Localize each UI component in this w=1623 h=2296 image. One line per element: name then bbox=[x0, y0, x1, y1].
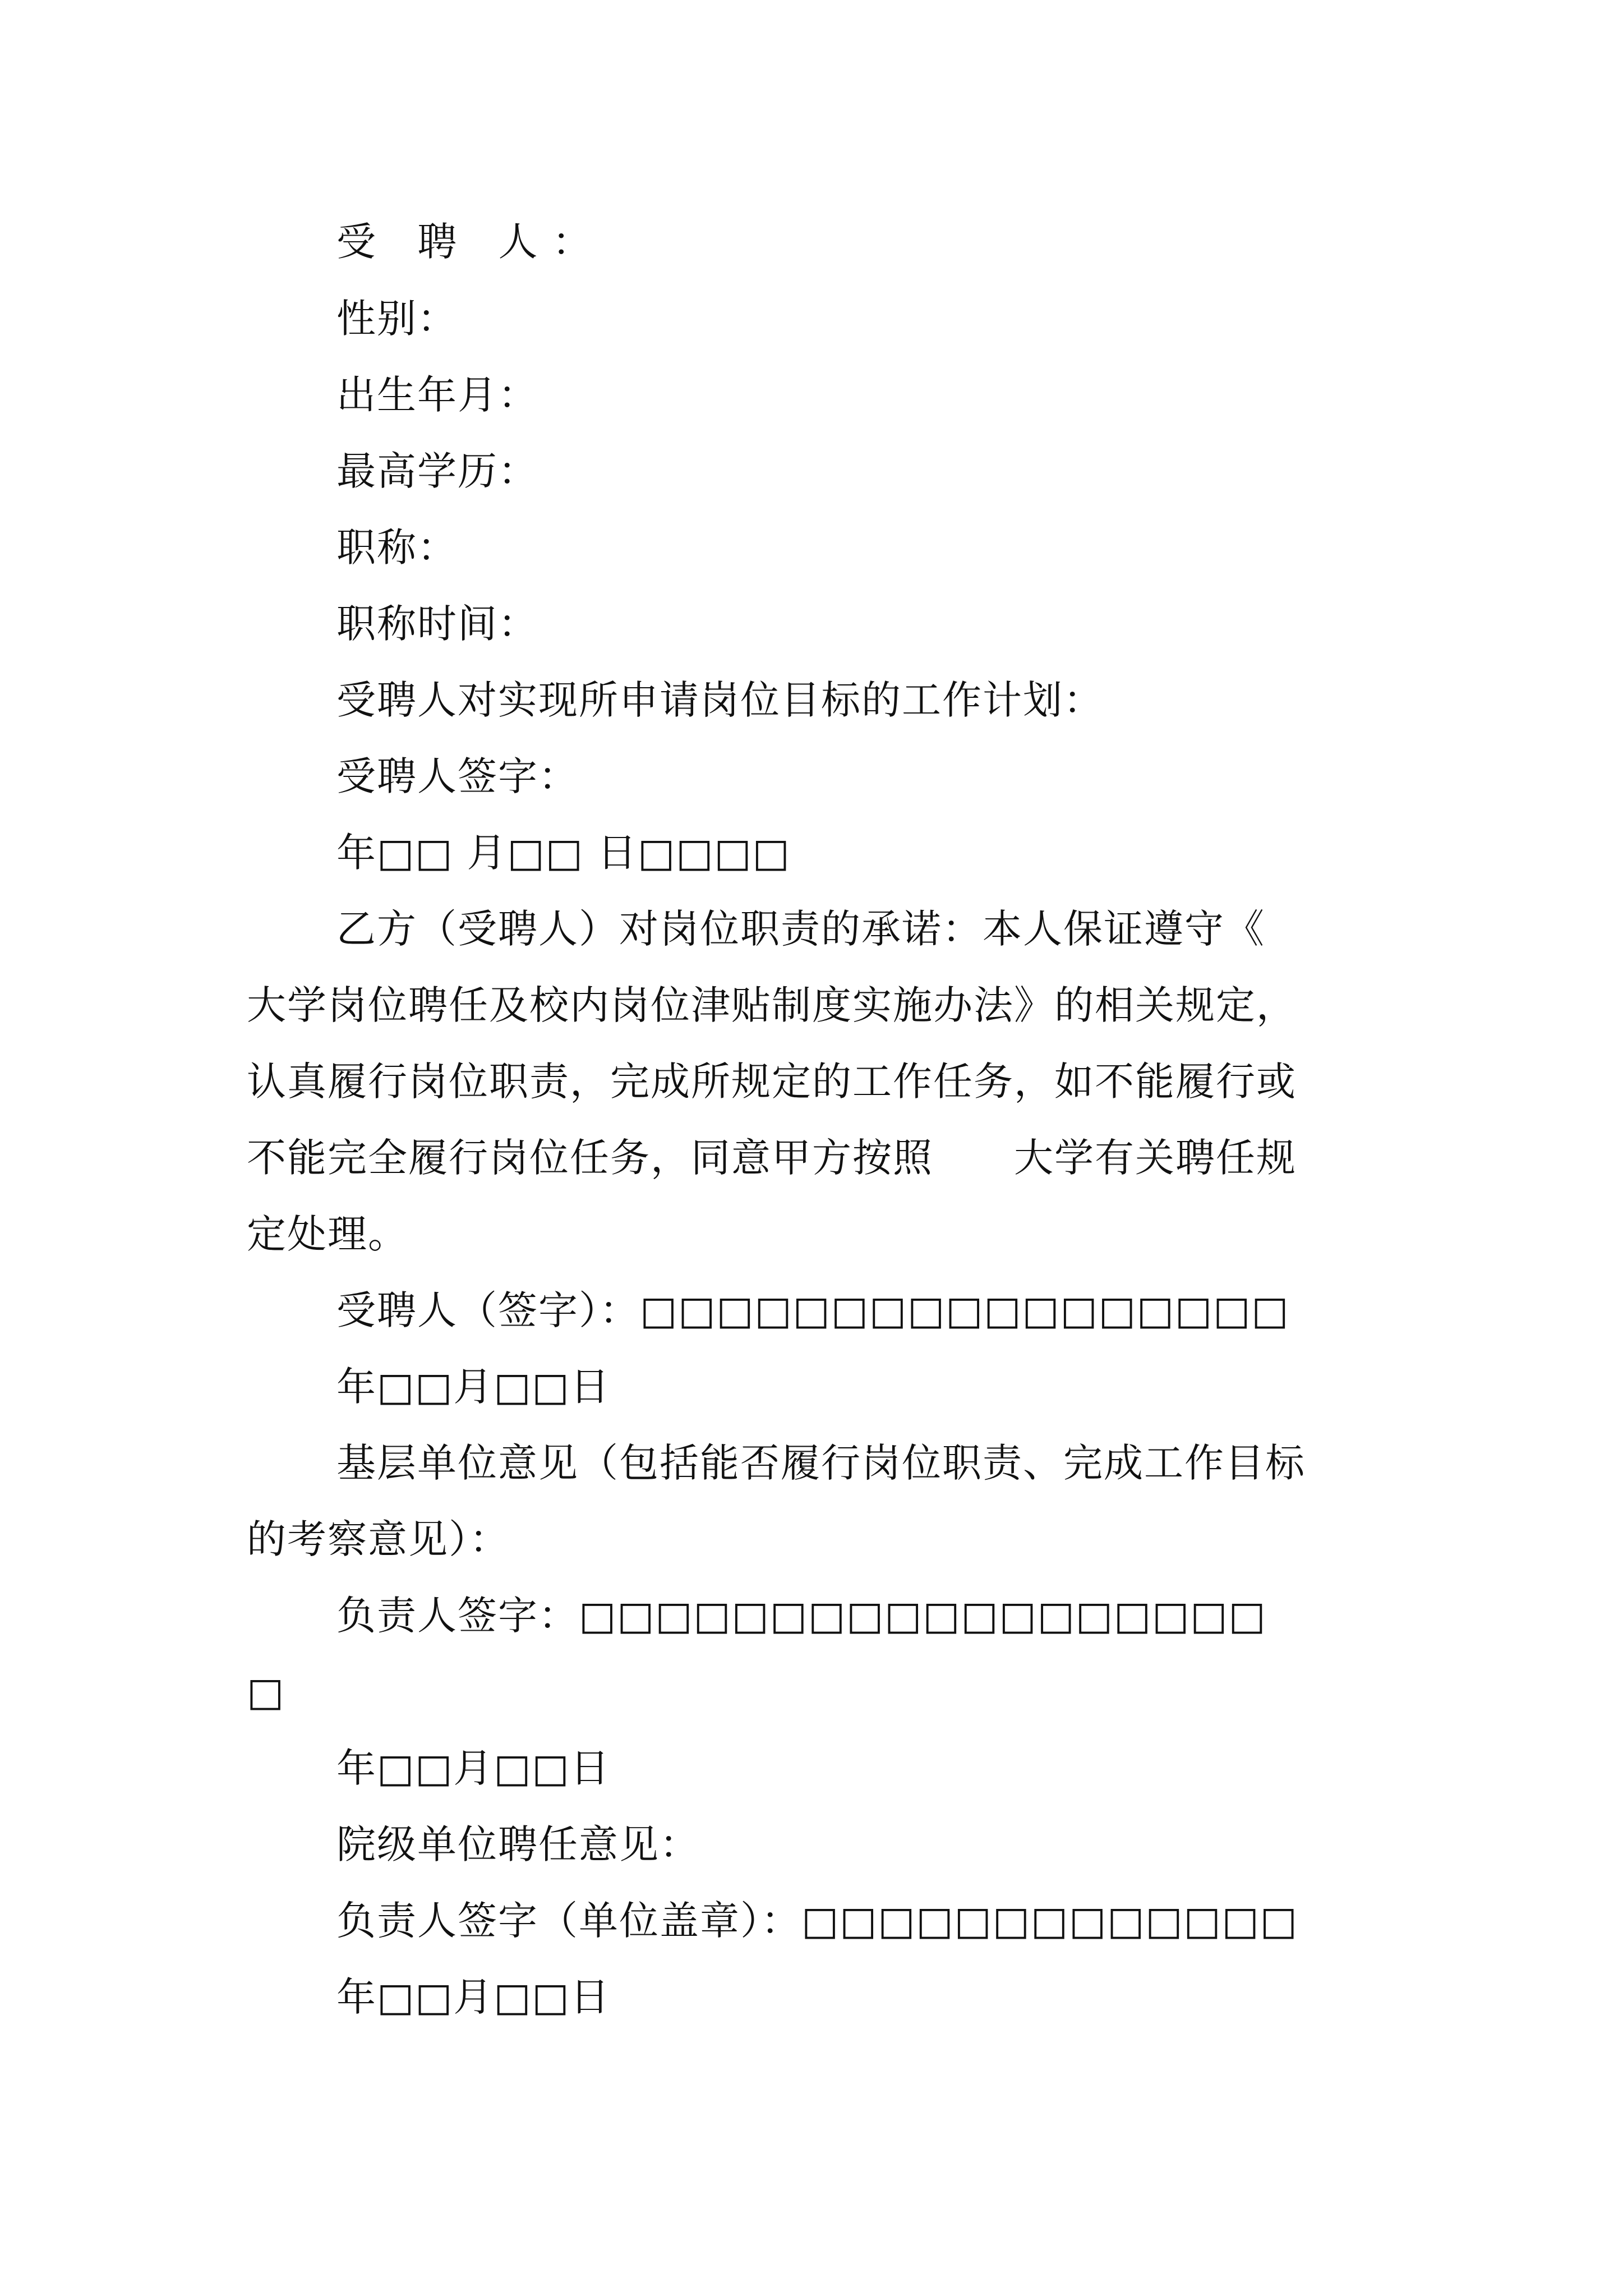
applicant-signature-label: 受聘人签字： bbox=[336, 753, 579, 799]
gender-label: 性别： bbox=[336, 296, 458, 342]
unit-opinion-date: 年□□月□□日 bbox=[336, 1745, 611, 1791]
unit-opinion-line-2: 的考察意见）： bbox=[247, 1516, 510, 1562]
signature-date: 年□□ 月□□ 日□□□□ bbox=[336, 830, 791, 876]
unit-head-signature-wrap: □ bbox=[247, 1669, 285, 1715]
applicant-label: 受 聘 人： bbox=[336, 219, 606, 265]
title-time-label: 职称时间： bbox=[336, 601, 538, 647]
unit-head-signature-label: 负责人签字：□□□□□□□□□□□□□□□□□□ bbox=[336, 1593, 1267, 1639]
title-label: 职称： bbox=[336, 524, 458, 570]
work-plan-label: 受聘人对实现所申请岗位目标的工作计划： bbox=[336, 677, 1104, 723]
college-opinion-heading: 院级单位聘任意见： bbox=[336, 1821, 700, 1867]
college-head-signature-label: 负责人签字（单位盖章）：□□□□□□□□□□□□□ bbox=[336, 1898, 1298, 1944]
commitment-paragraph-line-5: 定处理。 bbox=[247, 1211, 408, 1257]
commitment-signature-label: 受聘人（签字）：□□□□□□□□□□□□□□□□□ bbox=[336, 1287, 1290, 1333]
commitment-paragraph-line-2: 大学岗位聘任及校内岗位津贴制度实施办法》的相关规定， bbox=[247, 982, 1297, 1028]
unit-opinion-line-1: 基层单位意见（包括能否履行岗位职责、完成工作目标 bbox=[336, 1440, 1306, 1486]
commitment-paragraph-line-4: 不能完全履行岗位任务，同意甲方按照 大学有关聘任规 bbox=[247, 1135, 1297, 1181]
commitment-date: 年□□月□□日 bbox=[336, 1364, 611, 1410]
birth-month-label: 出生年月： bbox=[336, 372, 538, 418]
commitment-paragraph-line-3: 认真履行岗位职责，完成所规定的工作任务，如不能履行或 bbox=[247, 1059, 1297, 1105]
college-opinion-date: 年□□月□□日 bbox=[336, 1974, 611, 2020]
education-label: 最高学历： bbox=[336, 448, 538, 494]
commitment-paragraph-line-1: 乙方（受聘人）对岗位职责的承诺：本人保证遵守《 bbox=[336, 906, 1265, 952]
